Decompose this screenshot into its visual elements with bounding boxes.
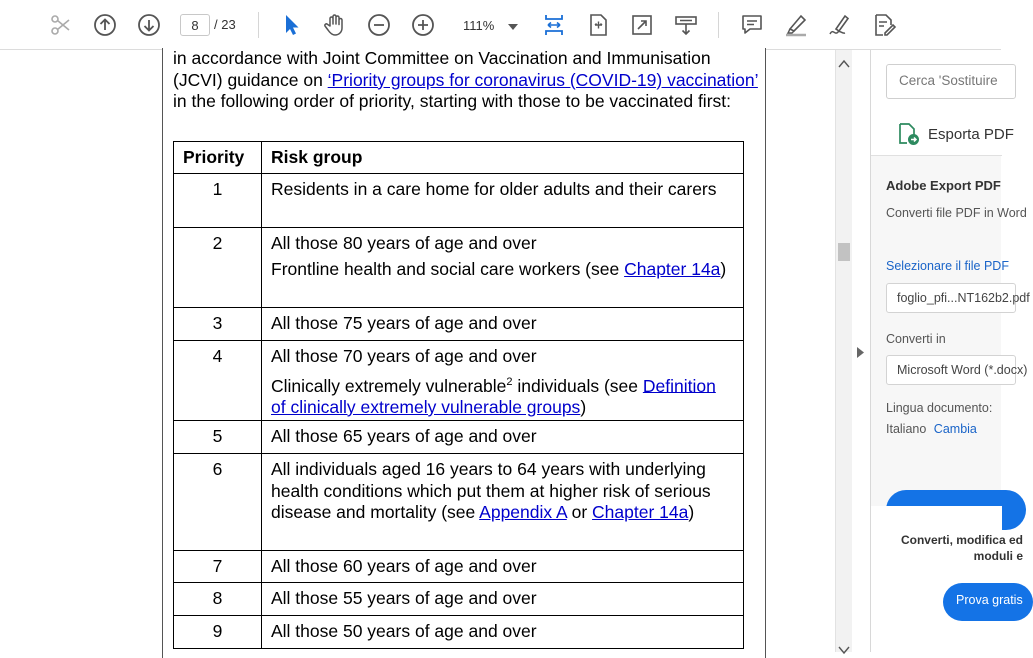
section-title: Adobe Export PDF	[886, 178, 1001, 193]
intro-text: in accordance with Joint Committee on Vaccination and Immunisation (JCVI) guidance on	[173, 48, 711, 90]
fit-page-icon[interactable]	[539, 10, 569, 40]
risk-text: )	[580, 396, 587, 417]
risk-line: All those 80 years of age and over	[271, 233, 537, 253]
priority-cell: 1	[174, 174, 262, 228]
risk-text: All individuals aged 16 years to 64 years with underlying health conditions which put them at higher risk of serious disease and mortality (see	[271, 459, 711, 522]
read-mode-icon[interactable]	[671, 10, 701, 40]
priority-groups-link[interactable]: ‘Priority groups for coronavirus (COVID-19) vaccination’	[327, 69, 758, 90]
chapter-14a-link[interactable]: Chapter 14a	[592, 502, 689, 522]
risk-line	[271, 372, 734, 419]
scroll-thumb[interactable]	[838, 243, 850, 261]
intro-paragraph	[173, 48, 763, 113]
select-cursor-icon[interactable]	[276, 10, 306, 40]
table-row	[174, 454, 744, 551]
risk-group-cell: Residents in a care home for older adults and their carers	[262, 174, 744, 228]
zoom-select[interactable]	[455, 12, 525, 38]
risk-text: or	[566, 502, 593, 522]
page-total: / 23	[214, 17, 236, 32]
table-header-row	[174, 142, 744, 174]
section-subtitle: Converti file PDF in Word	[886, 206, 1027, 220]
cev-definition-link[interactable]: Definition of clinically extremely vulnerable groups	[271, 375, 716, 417]
priority-cell: 2	[174, 228, 262, 308]
priority-cell: 7	[174, 551, 262, 583]
table-row	[174, 421, 744, 454]
panel-top	[871, 50, 1014, 156]
priority-table	[173, 141, 744, 649]
risk-text: )	[720, 258, 727, 279]
promo-box	[871, 506, 1023, 652]
table-row	[174, 174, 744, 228]
priority-cell: 4	[174, 341, 262, 421]
promo-line: Converti, modifica ed	[900, 533, 1023, 547]
priority-cell: 3	[174, 308, 262, 341]
language-value: Italiano	[886, 422, 927, 436]
scroll-down-icon[interactable]	[839, 640, 849, 658]
header-risk-group: Risk group	[262, 142, 744, 174]
fullscreen-icon[interactable]	[627, 10, 657, 40]
convert-format-select[interactable]: Microsoft Word (*.docx)	[886, 355, 1016, 385]
zoom-in-icon[interactable]	[408, 10, 438, 40]
table-row	[174, 616, 744, 649]
export-pdf-label: Esporta PDF	[928, 125, 1014, 143]
risk-group-cell	[262, 341, 744, 421]
scroll-up-icon[interactable]	[839, 54, 849, 72]
chevron-right-icon	[857, 345, 864, 363]
language-label: Lingua documento:	[886, 401, 993, 415]
panel-toggle[interactable]	[852, 50, 870, 652]
priority-cell: 9	[174, 616, 262, 649]
highlight-icon[interactable]	[781, 10, 811, 40]
risk-text: Frontline health and social care workers (see	[271, 258, 625, 279]
sign-icon[interactable]	[825, 10, 855, 40]
risk-line	[271, 259, 734, 281]
comment-icon[interactable]	[737, 10, 767, 40]
zoom-out-icon[interactable]	[364, 10, 394, 40]
risk-group-cell: All those 65 years of age and over	[262, 421, 744, 454]
change-language-link[interactable]: Cambia	[933, 422, 977, 436]
risk-group-cell: All those 55 years of age and over	[262, 583, 744, 616]
risk-group-cell: All those 60 years of age and over	[262, 551, 744, 583]
chapter-14a-link[interactable]: Chapter 14a	[624, 258, 721, 279]
hand-tool-icon[interactable]	[320, 10, 350, 40]
convert-to-label: Converti in	[886, 332, 946, 346]
page-view-icon[interactable]	[583, 10, 613, 40]
header-priority: Priority	[174, 142, 262, 174]
search-input[interactable]: Cerca 'Sostituire	[886, 64, 1016, 99]
risk-group-cell	[262, 454, 744, 551]
risk-group-cell: All those 50 years of age and over	[262, 616, 744, 649]
try-free-button[interactable]: Prova gratis	[943, 583, 1033, 621]
priority-cell: 8	[174, 583, 262, 616]
table-row	[174, 551, 744, 583]
risk-group-cell	[262, 228, 744, 308]
vertical-scrollbar[interactable]	[835, 50, 852, 652]
appendix-a-link[interactable]: Appendix A	[479, 502, 567, 522]
risk-group-cell: All those 75 years of age and over	[262, 308, 744, 341]
page-down-icon[interactable]	[134, 10, 164, 40]
toolbar-divider	[258, 12, 259, 38]
chevron-down-icon	[508, 18, 518, 33]
table-row	[174, 308, 744, 341]
file-name-field[interactable]: foglio_pfi...NT162b2.pdf	[886, 283, 1016, 313]
risk-line: All those 70 years of age and over	[271, 346, 537, 366]
risk-text: )	[688, 502, 695, 522]
intro-text-end: in the following order of priority, starting with those to be vaccinated first:	[173, 91, 732, 112]
risk-text: Clinically extremely vulnerable	[271, 375, 507, 396]
pdf-page	[162, 48, 766, 658]
footnote-marker: 2	[506, 375, 513, 388]
select-file-link[interactable]: Selezionare il file PDF	[886, 259, 1009, 273]
edit-pdf-icon[interactable]	[869, 10, 899, 40]
promo-text	[883, 532, 1023, 564]
export-pdf-icon	[896, 122, 920, 146]
export-pdf-tool[interactable]	[896, 122, 1014, 146]
toolbar	[0, 0, 1001, 50]
table-row	[174, 583, 744, 616]
table-row	[174, 341, 744, 421]
page-up-icon[interactable]	[90, 10, 120, 40]
risk-text: individuals (see	[512, 375, 643, 396]
document-viewport[interactable]	[0, 50, 835, 652]
page-number-input[interactable]: 8	[180, 14, 210, 36]
priority-cell: 6	[174, 454, 262, 551]
tools-panel	[870, 50, 1030, 652]
table-row	[174, 228, 744, 308]
zoom-value: 111%	[463, 17, 495, 33]
scissors-icon[interactable]	[46, 10, 76, 40]
priority-cell: 5	[174, 421, 262, 454]
promo-line: moduli e	[973, 549, 1023, 563]
toolbar-divider	[718, 12, 719, 38]
language-row	[886, 422, 977, 436]
